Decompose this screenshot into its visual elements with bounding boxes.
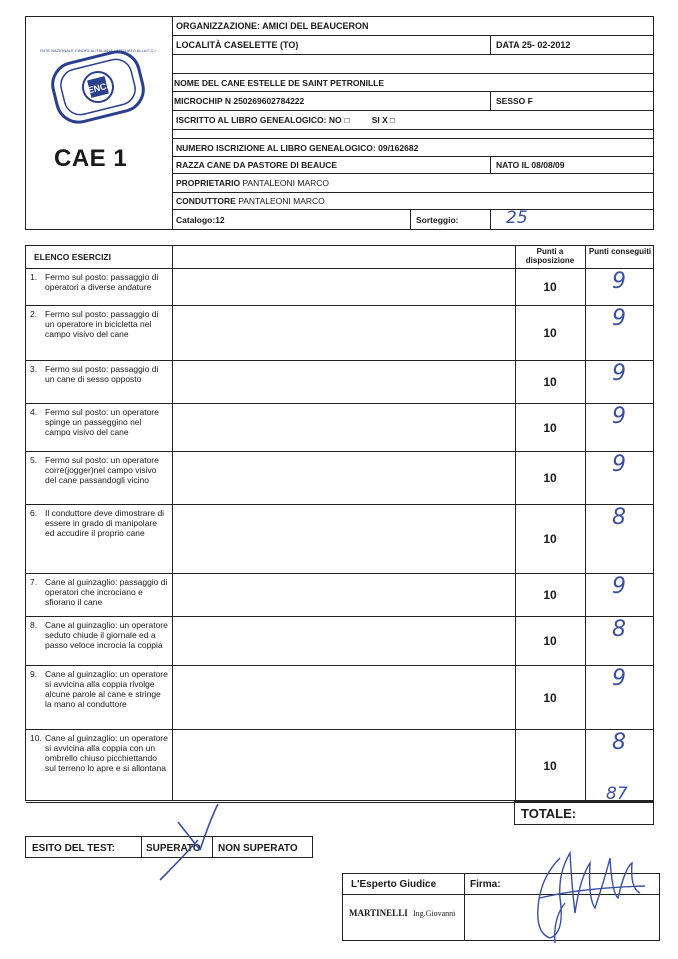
points-scored: 9	[612, 666, 626, 691]
table-row	[26, 616, 653, 665]
table-row	[26, 451, 653, 504]
test-result-label: ESITO DEL TEST:	[32, 843, 115, 854]
registered-label: ISCRITTO AL LIBRO GENEALOGICO: NO	[176, 115, 342, 125]
passed-option[interactable]: SUPERATO	[146, 843, 201, 854]
sex-field: SESSO F	[496, 96, 533, 106]
total-value: 87	[606, 784, 628, 804]
table-row	[26, 573, 653, 616]
judge-name: MARTINELLI	[349, 908, 408, 918]
checkmark-icon	[150, 800, 225, 885]
registered-si-label: SI X	[371, 115, 388, 125]
table-row	[26, 268, 653, 305]
exercise-number: 7.	[30, 577, 38, 587]
judge-title: Ing.Giovanni	[412, 909, 456, 918]
exercise-description	[26, 730, 172, 802]
points-available: 10	[543, 375, 557, 389]
points-scored: 9	[612, 306, 626, 331]
registration-number-field: NUMERO ISCRIZIONE AL LIBRO GENEALOGICO: 09/162682	[176, 142, 419, 153]
points-scored: 9	[612, 361, 626, 386]
exercise-description	[26, 361, 172, 403]
header-block	[25, 16, 654, 230]
exercise-description	[26, 574, 172, 616]
signature-label: Firma:	[470, 879, 501, 890]
exercise-text: Cane al guinzaglio: un operatore si avvicina alla coppia con un ombrello chiuso picchiettando sul terreno lo apre e si allontana	[45, 733, 168, 773]
exercise-text: Cane al guinzaglio: passaggio di operatori che incrociano e sfiorano il cane	[45, 577, 168, 607]
registered-field	[172, 111, 395, 129]
exercise-text: Cane al guinzaglio: un operatore si avvicina alla coppia rivolge alcune parole al cane e stringe la mano al conduttore	[45, 669, 168, 709]
registered-si-checkbox[interactable]: □	[389, 115, 395, 125]
points-available: 10	[543, 759, 557, 773]
points-scored: 9	[612, 574, 626, 599]
exercise-number: 5.	[30, 455, 38, 465]
logo-ring-text: ENTE NAZIONALE CINOFILIA ITALIANA · AFFILIATO ALLA F.C.I.	[40, 48, 156, 53]
exercise-text: Fermo sul posto: passaggio di operatori a diverse andature	[45, 272, 159, 292]
exercise-text: Fermo sul posto: passaggio di un cane di sesso opposto	[45, 364, 159, 384]
exercise-number: 4.	[30, 407, 38, 417]
points-scored: 9	[612, 452, 626, 477]
form-title: CAE 1	[54, 145, 128, 172]
col-exercise-header: ELENCO ESERCIZI	[34, 252, 111, 262]
points-scored: 8	[612, 617, 626, 642]
table-row	[26, 729, 653, 802]
breed-field: RAZZA CANE DA PASTORE DI BEAUCE	[176, 160, 338, 170]
enci-logo	[40, 45, 156, 129]
handler-label: CONDUTTORE	[176, 196, 236, 206]
exercise-description	[26, 617, 172, 665]
exercise-description	[26, 269, 172, 305]
judge-name-field	[349, 908, 455, 918]
draw-value: 25	[506, 208, 528, 228]
exercise-text: Fermo sul posto: un operatore spinge un passeggino nel campo visivo del cane	[45, 407, 159, 437]
exercise-text: Fermo sul posto: passaggio di un operatore in bicicletta nel campo visivo del cane	[45, 309, 159, 339]
points-available: 10	[543, 420, 557, 435]
exercise-description	[26, 306, 172, 360]
exercise-number: 8.	[30, 620, 38, 630]
exercise-number: 1.	[30, 272, 38, 282]
owner-value: PANTALEONI MARCO	[242, 178, 330, 188]
logo-monogram: ENCI	[86, 80, 110, 96]
exercise-text: Il conduttore deve dimostrare di essere in grado di manipolare ed accudire il proprio cane	[45, 508, 165, 538]
total-box	[514, 801, 654, 825]
total-label: TOTALE:	[521, 806, 577, 821]
table-row	[26, 504, 653, 573]
table-row	[26, 403, 653, 451]
exercise-description	[26, 666, 172, 729]
registered-no-checkbox[interactable]: □	[344, 115, 350, 125]
catalog-field: Catalogo:12	[176, 215, 225, 225]
col-available-header: Punti a disposizione	[525, 247, 575, 265]
exercise-description	[26, 452, 172, 504]
exercise-text: Cane al guinzaglio: un operatore seduto chiude il giornale ed a passo veloce incrocia la coppia	[45, 620, 168, 650]
birth-date-field: NATO IL 08/08/09	[496, 160, 565, 170]
points-available: 10	[543, 280, 557, 294]
owner-label: PROPRIETARIO	[176, 178, 241, 188]
dog-name-field: NOME DEL CANE ESTELLE DE SAINT PETRONILLE	[174, 77, 384, 88]
exercise-description	[26, 505, 172, 573]
localita-field: LOCALITÀ CASELETTE (TO)	[176, 40, 299, 50]
judge-label: L'Esperto Giudice	[351, 879, 437, 890]
table-header	[26, 246, 653, 268]
table-row	[26, 305, 653, 360]
exercise-number: 6.	[30, 508, 38, 518]
handler-field	[172, 193, 325, 209]
col-scored-header: Punti conseguiti	[588, 247, 652, 256]
not-passed-option[interactable]: NON SUPERATO	[218, 843, 298, 854]
points-available: 10	[543, 532, 557, 546]
microchip-field: MICROCHIP N 250269602784222	[174, 96, 305, 106]
draw-label: Sorteggio:	[416, 215, 459, 225]
table-row	[26, 665, 653, 729]
exercise-description	[26, 404, 172, 451]
date-field: DATA 25- 02-2012	[496, 40, 571, 50]
exercise-number: 3.	[30, 364, 38, 374]
exercise-number: 10.	[30, 733, 42, 743]
points-available: 10	[543, 471, 557, 485]
points-available: 10	[543, 588, 557, 602]
handler-value: PANTALEONI MARCO	[238, 196, 325, 206]
points-scored: 9	[612, 404, 626, 429]
exercise-number: 9.	[30, 669, 38, 679]
points-scored: 8	[612, 505, 626, 530]
org-field: ORGANIZZAZIONE: AMICI DEL BEAUCERON	[176, 21, 369, 31]
exercise-number: 2.	[30, 309, 38, 319]
exercises-table	[25, 245, 654, 804]
points-available: 10	[543, 634, 557, 648]
points-scored: 8	[612, 730, 626, 755]
points-scored: 9	[612, 269, 626, 294]
points-available: 10	[543, 326, 557, 340]
points-available: 10	[543, 690, 557, 705]
table-row	[26, 360, 653, 403]
judge-signature	[520, 838, 650, 953]
exercise-text: Fermo sul posto: un operatore corre(jogger)nel campo visivo del cane passandogli vicino	[45, 455, 159, 485]
owner-field	[172, 174, 329, 192]
